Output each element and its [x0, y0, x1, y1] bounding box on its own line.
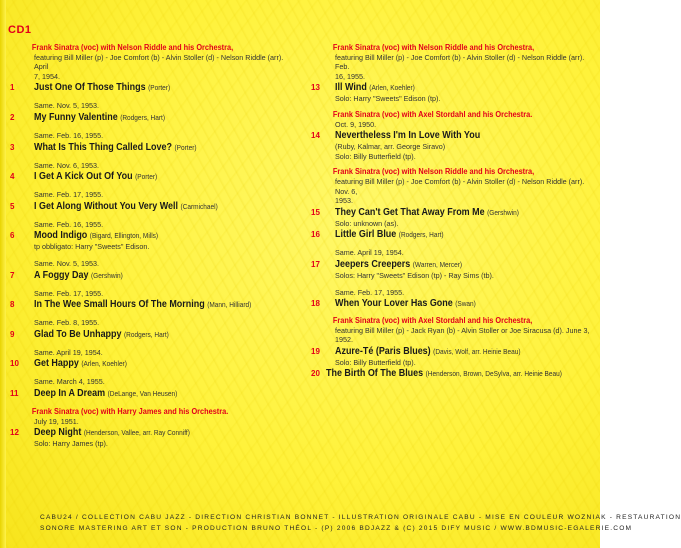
- session-info: Same. Feb. 16, 1955.: [34, 219, 104, 229]
- session-info: featuring Bill Miller (p) - Joe Comfort (b) - Alvin Stoller (d) - Nelson Riddle (arr). Nov. 6,: [335, 176, 585, 196]
- track-entry: [309, 248, 594, 280]
- track-number: 8: [10, 300, 15, 310]
- composer-credit: (Henderson, Brown, DeSylva, arr. Heinie Beau): [425, 369, 562, 379]
- track-row: [309, 206, 594, 219]
- composer-credit: (Swan): [455, 299, 476, 309]
- session-info: featuring Bill Miller (p) - Jack Ryan (b) - Alvin Stoller or Joe Siracusa (d). June 3, 1952.: [335, 325, 590, 345]
- track-title: [34, 298, 251, 311]
- track-title: [34, 426, 190, 439]
- track-entry: [309, 316, 594, 367]
- orchestra-heading: Frank Sinatra (voc) with Nelson Riddle and his Orchestra,: [332, 43, 535, 52]
- track-number: 1: [10, 83, 15, 93]
- orchestra-heading: Frank Sinatra (voc) with Harry James and his Orchestra.: [31, 406, 229, 416]
- track-row: [309, 297, 594, 310]
- composer-credit: (Porter): [148, 83, 171, 93]
- track-entry: [8, 318, 292, 341]
- track-number: 12: [10, 428, 19, 438]
- session-info: July 19, 1951.: [34, 416, 79, 426]
- track-entry: [8, 43, 292, 94]
- track-number: 10: [10, 359, 19, 369]
- track-number: 15: [311, 207, 320, 217]
- track-title-text: Nevertheless I'm In Love With You: [335, 130, 481, 142]
- footer-line-2: SONORE MASTERING ART ET SON - PRODUCTION BRUNO THÉOL - (P) 2006 BDJAZZ & (C) 2015 DIFY MUSIC / WWW.BDMUSIC-EGALERIE.COM: [40, 525, 633, 532]
- composer-credit: (Porter): [174, 142, 197, 152]
- track-title-text: I Get A Kick Out Of You: [34, 171, 133, 183]
- composer-credit: (Rodgers, Hart): [120, 112, 166, 122]
- track-entry: [309, 367, 594, 380]
- track-title: [34, 357, 127, 370]
- track-entry: [8, 190, 292, 213]
- track-entry: [309, 228, 594, 241]
- track-row: [8, 269, 292, 282]
- composer-credit: (Gershwin): [90, 270, 123, 280]
- session-info: 7, 1954.: [34, 71, 60, 81]
- track-number: 9: [10, 329, 15, 339]
- track-row: [309, 129, 594, 142]
- track-number: 17: [311, 259, 320, 269]
- track-entry: [8, 131, 292, 154]
- track-title: [335, 206, 519, 219]
- track-title-text: Deep In A Dream: [34, 387, 106, 399]
- track-number: 18: [311, 299, 320, 309]
- track-title: [34, 328, 169, 341]
- tracklist-left-column: [8, 43, 292, 449]
- track-number: 7: [10, 270, 15, 280]
- orchestra-heading: Frank Sinatra (voc) with Nelson Riddle and his Orchestra,: [332, 167, 535, 177]
- composer-credit: (Carmichael): [180, 201, 218, 211]
- track-entry: [8, 259, 292, 282]
- composer-credit: (Warren, Mercer): [412, 259, 463, 269]
- session-info: Same. Feb. 16, 1955.: [34, 130, 104, 140]
- session-info: Same. April 19, 1954.: [34, 347, 103, 357]
- solo-info: Solo: Harry "Sweets" Edison (tp).: [335, 94, 441, 104]
- track-entry: [8, 407, 292, 449]
- track-title-text: When Your Lover Has Gone: [335, 298, 453, 310]
- track-row: [8, 298, 292, 311]
- solo-info: tp obbligato: Harry "Sweets" Edison.: [34, 242, 150, 252]
- track-title: [34, 111, 165, 124]
- composer-credit: (DeLange, Van Heusen): [107, 388, 178, 398]
- track-entry: [309, 43, 594, 104]
- track-entry: [309, 167, 594, 228]
- track-number: 2: [10, 112, 15, 122]
- track-title-text: Azure-Té (Paris Blues): [335, 345, 431, 357]
- track-title-text: Mood Indigo: [34, 230, 88, 242]
- track-title: [34, 141, 197, 154]
- track-row: [309, 258, 594, 271]
- orchestra-heading: Frank Sinatra (voc) with Nelson Riddle and his Orchestra,: [31, 43, 234, 52]
- session-info: Same. Feb. 8, 1955.: [34, 318, 100, 328]
- session-info: Same. April 19, 1954.: [335, 248, 404, 258]
- track-title-text: Deep Night: [34, 427, 82, 439]
- composer-credit: (Mann, Hilliard): [207, 300, 252, 310]
- session-info: Same. Feb. 17, 1955.: [335, 287, 405, 297]
- track-row: [8, 426, 292, 439]
- track-title: [34, 269, 123, 282]
- track-number: 19: [311, 346, 320, 356]
- solo-info: Solo: Billy Butterfield (tp).: [335, 151, 416, 161]
- track-entry: [8, 289, 292, 312]
- track-title-text: Get Happy: [34, 358, 79, 370]
- track-number: 16: [311, 230, 320, 240]
- track-row: [309, 81, 594, 94]
- track-title-text: Jeepers Creepers: [335, 258, 411, 270]
- composer-credit: (Rodgers, Hart): [398, 230, 444, 240]
- composer-credit: (Porter): [135, 172, 158, 182]
- track-title: [34, 229, 158, 242]
- track-title-text: In The Wee Small Hours Of The Morning: [34, 299, 205, 311]
- track-title-text: A Foggy Day: [34, 269, 89, 281]
- composer-credit: (Henderson, Vallee, arr. Ray Conniff): [83, 428, 190, 438]
- session-info: 1953.: [335, 196, 353, 206]
- track-row: [309, 345, 594, 358]
- solo-info: Solo: unknown (as).: [335, 218, 399, 228]
- track-number: 6: [10, 231, 15, 241]
- track-title: [335, 258, 462, 271]
- track-row: [8, 357, 292, 370]
- track-row: [309, 228, 594, 241]
- track-number: 5: [10, 201, 15, 211]
- track-number: 11: [10, 388, 19, 398]
- footer-line-1: CABU24 / COLLECTION CABU JAZZ - DIRECTION CHRISTIAN BONNET - ILLUSTRATION ORIGINALE CABU - MISE EN COULEUR WOZNIAK - RESTAURATION: [40, 514, 681, 521]
- track-entry: [8, 348, 292, 371]
- orchestra-heading: Frank Sinatra (voc) with Axel Stordahl and his Orchestra.: [332, 109, 533, 119]
- track-title: [335, 81, 415, 94]
- session-info: Same. Nov. 5, 1953.: [34, 258, 99, 268]
- orchestra-heading: Frank Sinatra (voc) with Axel Stordahl and his Orchestra,: [332, 316, 533, 326]
- track-row: [8, 81, 292, 94]
- track-title-text: I Get Along Without You Very Well: [34, 200, 179, 212]
- session-info: 16, 1955.: [335, 71, 365, 81]
- track-number: 14: [311, 131, 320, 141]
- track-number: 4: [10, 172, 15, 182]
- track-title: [326, 367, 562, 380]
- track-row: [8, 229, 292, 242]
- solo-info: Solos: Harry "Sweets" Edison (tp) - Ray Sims (tb).: [335, 270, 494, 280]
- session-info: Same. Nov. 6, 1953.: [34, 160, 99, 170]
- session-info: featuring Bill Miller (p) - Joe Comfort (b) - Alvin Stoller (d) - Nelson Riddle (arr). Feb.: [335, 52, 585, 72]
- tracklist-right-column: [309, 43, 594, 380]
- composer-credit: (Arlen, Koehler): [369, 83, 415, 93]
- session-info: featuring Bill Miller (p) - Joe Comfort (b) - Alvin Stoller (d) - Nelson Riddle (arr). April: [34, 52, 284, 72]
- track-row: [8, 328, 292, 341]
- track-title: [335, 228, 444, 241]
- session-info: Same. March 4, 1955.: [34, 377, 105, 387]
- session-info: Same. Feb. 17, 1955.: [34, 288, 104, 298]
- track-title: [335, 129, 480, 142]
- track-title-text: Little Girl Blue: [335, 229, 397, 241]
- track-entry: [8, 377, 292, 400]
- track-title: [335, 297, 476, 310]
- track-title: [335, 345, 521, 358]
- track-number: 20: [311, 369, 320, 379]
- track-title-text: Just One Of Those Things: [34, 82, 146, 94]
- track-title: [34, 200, 218, 213]
- track-row: [309, 367, 594, 380]
- track-row: [8, 387, 292, 400]
- track-entry: [8, 220, 292, 252]
- track-title-text: They Can't Get That Away From Me: [335, 206, 485, 218]
- composer-credit: (Rodgers, Hart): [124, 329, 169, 339]
- track-title-text: Glad To Be Unhappy: [34, 328, 122, 340]
- composer-credit: (Davis, Wolf, arr. Heinie Beau): [433, 346, 521, 356]
- track-title: [34, 387, 177, 400]
- booklet-edge: [0, 0, 6, 548]
- session-info: Same. Feb. 17, 1955.: [34, 190, 104, 200]
- track-title-text: My Funny Valentine: [34, 111, 118, 123]
- track-title: [34, 170, 157, 183]
- track-row: [8, 141, 292, 154]
- track-title-text: The Birth Of The Blues: [325, 368, 424, 380]
- solo-info: Solo: Harry James (tp).: [34, 439, 108, 449]
- track-entry: [8, 161, 292, 184]
- solo-info: (Ruby, Kalmar, arr. George Siravo): [335, 142, 446, 152]
- credits-footer: [40, 512, 681, 534]
- track-entry: [309, 110, 594, 161]
- composer-credit: (Arlen, Koehler): [81, 359, 127, 369]
- session-info: Oct. 9, 1950.: [335, 119, 377, 129]
- session-info: Same. Nov. 5, 1953.: [34, 101, 99, 111]
- track-row: [8, 111, 292, 124]
- track-number: 3: [10, 142, 15, 152]
- track-title: [34, 81, 170, 94]
- composer-credit: (Gershwin): [487, 207, 519, 217]
- track-row: [8, 200, 292, 213]
- track-number: 13: [311, 83, 320, 93]
- track-entry: [8, 101, 292, 124]
- track-entry: [309, 288, 594, 311]
- track-title-text: What Is This Thing Called Love?: [34, 141, 172, 153]
- track-title-text: Ill Wind: [335, 82, 367, 94]
- track-row: [8, 170, 292, 183]
- cd-label: CD1: [8, 24, 32, 36]
- composer-credit: (Bigard, Ellington, Mills): [89, 231, 159, 241]
- solo-info: Solo: Billy Butterfield (tp).: [335, 357, 416, 367]
